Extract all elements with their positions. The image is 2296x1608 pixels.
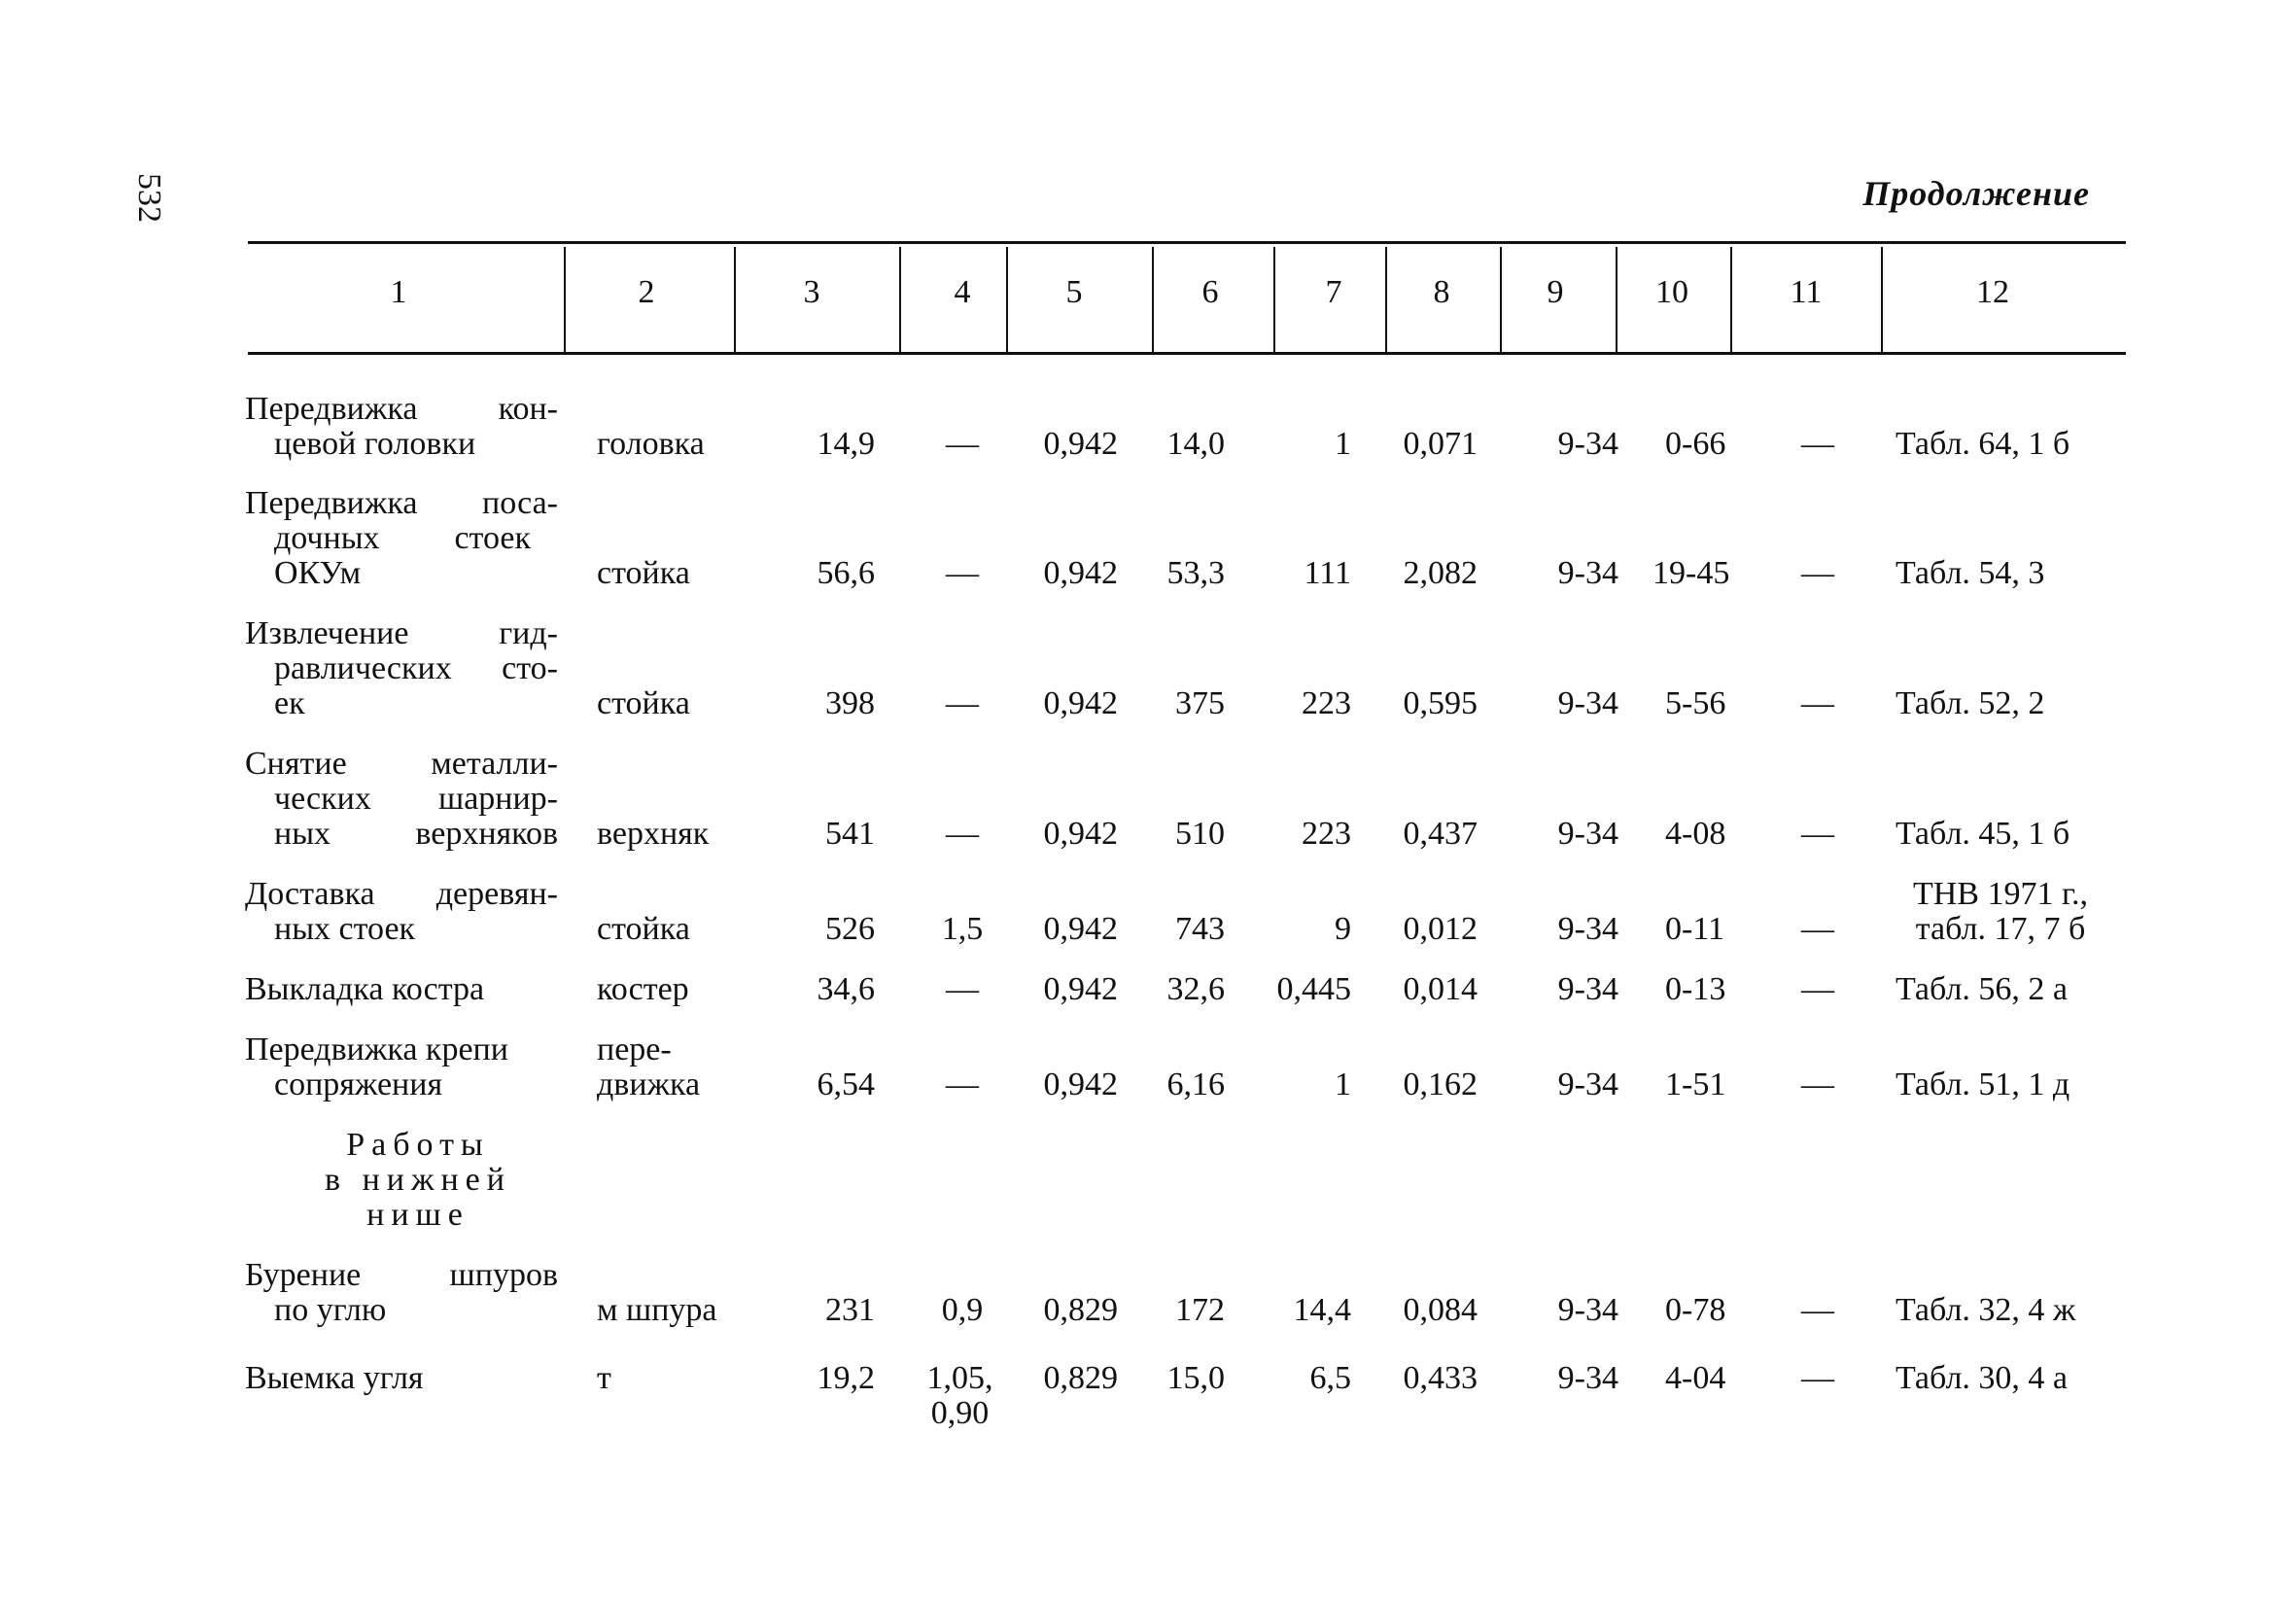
column-number: 5: [1065, 274, 1083, 310]
col-6: 32,6: [1166, 971, 1225, 1007]
col-6: 6,16: [1166, 1066, 1225, 1102]
work-name: Снятие металли- ческих шарнир- ных верхняков: [245, 746, 558, 852]
col-5: 0,942: [1043, 971, 1118, 1007]
unit: т: [597, 1360, 611, 1396]
col-12: Табл. 54, 3: [1896, 555, 2045, 591]
col-11: —: [1801, 971, 1834, 1007]
col-8: 0,071: [1403, 426, 1478, 462]
col-12: Табл. 52, 2: [1896, 685, 2045, 721]
col-5: 0,829: [1043, 1292, 1118, 1328]
continued-label: Продолжение: [1862, 174, 2090, 213]
work-name: Передвижка кон- цевой головки: [245, 391, 558, 462]
col-12: ТНВ 1971 г., табл. 17, 7 б: [1912, 876, 2089, 947]
work-name: Доставка деревян- ных стоек: [245, 876, 558, 947]
col-9: 9-34: [1557, 816, 1618, 852]
col-5: 0,829: [1043, 1360, 1118, 1396]
col-3: 14,9: [817, 426, 875, 462]
col-10: 0-11: [1665, 911, 1725, 947]
column-number: 10: [1655, 274, 1688, 310]
table-row: [0, 1360, 2296, 1431]
col-4: 1,5: [941, 911, 984, 947]
col-10: 4-08: [1665, 816, 1726, 852]
col-11: —: [1801, 816, 1834, 852]
col-4: —: [946, 555, 979, 591]
unit: пере- движка: [597, 1031, 701, 1102]
col-7: 1: [1335, 426, 1351, 462]
col-8: 0,162: [1403, 1066, 1478, 1102]
col-6: 743: [1175, 911, 1225, 947]
col-5: 0,942: [1043, 555, 1118, 591]
col-7: 223: [1302, 685, 1351, 721]
col-10: 19-45: [1652, 555, 1730, 591]
col-11: —: [1801, 1292, 1834, 1328]
col-11: —: [1801, 555, 1834, 591]
col-6: 375: [1175, 685, 1225, 721]
column-number: 2: [638, 274, 655, 310]
col-7: 14,4: [1293, 1292, 1351, 1328]
col-11: —: [1801, 911, 1834, 947]
work-name: Передвижка поса- дочных стоек ОКУм: [245, 485, 558, 591]
col-3: 541: [825, 816, 875, 852]
col-7: 111: [1304, 555, 1351, 591]
col-6: 15,0: [1166, 1360, 1225, 1396]
work-name: Извлечение гид- равлических сто- ек: [245, 615, 558, 721]
col-8: 0,014: [1403, 971, 1478, 1007]
col-7: 6,5: [1309, 1360, 1351, 1396]
col-4: —: [946, 1066, 979, 1102]
col-8: 0,595: [1403, 685, 1478, 721]
col-9: 9-34: [1557, 1360, 1618, 1396]
col-8: 0,084: [1403, 1292, 1478, 1328]
col-4: —: [946, 685, 979, 721]
col-12: Табл. 51, 1 д: [1896, 1066, 2070, 1102]
col-6: 172: [1175, 1292, 1225, 1328]
page-number: 532: [131, 173, 167, 223]
col-8: 0,012: [1403, 911, 1478, 947]
unit: м шпура: [597, 1292, 717, 1328]
column-number: 6: [1201, 274, 1219, 310]
col-5: 0,942: [1043, 685, 1118, 721]
column-number: 11: [1790, 274, 1823, 310]
col-3: 56,6: [817, 555, 875, 591]
col-5: 0,942: [1043, 911, 1118, 947]
col-11: —: [1801, 685, 1834, 721]
col-11: —: [1801, 1360, 1834, 1396]
col-5: 0,942: [1043, 816, 1118, 852]
column-number: 1: [390, 274, 407, 310]
col-12: Табл. 32, 4 ж: [1896, 1292, 2076, 1328]
col-5: 0,942: [1043, 1066, 1118, 1102]
col-12: Табл. 64, 1 б: [1896, 426, 2070, 462]
col-9: 9-34: [1557, 911, 1618, 947]
unit: костер: [597, 971, 689, 1007]
col-4: 0,9: [941, 1292, 984, 1328]
col-3: 398: [825, 685, 875, 721]
col-11: —: [1801, 1066, 1834, 1102]
col-6: 14,0: [1166, 426, 1225, 462]
col-12: Табл. 30, 4 а: [1896, 1360, 2069, 1396]
col-8: 2,082: [1403, 555, 1478, 591]
col-10: 4-04: [1665, 1360, 1726, 1396]
col-4: —: [946, 426, 979, 462]
col-7: 9: [1335, 911, 1351, 947]
col-9: 9-34: [1557, 971, 1618, 1007]
column-number: 9: [1547, 274, 1564, 310]
col-3: 231: [825, 1292, 875, 1328]
col-11: —: [1801, 426, 1834, 462]
col-9: 9-34: [1557, 1066, 1618, 1102]
col-7: 1: [1335, 1066, 1351, 1102]
column-number: 12: [1976, 274, 2009, 310]
col-10: 1-51: [1665, 1066, 1726, 1102]
col-12: Табл. 45, 1 б: [1896, 816, 2070, 852]
col-9: 9-34: [1557, 685, 1618, 721]
col-9: 9-34: [1557, 426, 1618, 462]
col-7: 223: [1302, 816, 1351, 852]
col-10: 0-13: [1665, 971, 1726, 1007]
col-9: 9-34: [1557, 555, 1618, 591]
col-10: 5-56: [1665, 685, 1726, 721]
col-7: 0,445: [1276, 971, 1351, 1007]
col-3: 6,54: [817, 1066, 875, 1102]
col-3: 526: [825, 911, 875, 947]
col-4: —: [946, 816, 979, 852]
col-10: 0-78: [1665, 1292, 1726, 1328]
col-6: 510: [1175, 816, 1225, 852]
unit: верхняк: [597, 816, 710, 852]
col-4: 1,05, 0,90: [926, 1360, 993, 1431]
unit: стойка: [597, 555, 690, 591]
column-number: 7: [1325, 274, 1342, 310]
unit: стойка: [597, 685, 690, 721]
column-number: 8: [1433, 274, 1450, 310]
col-6: 53,3: [1166, 555, 1225, 591]
column-number: 4: [954, 274, 971, 310]
col-8: 0,437: [1403, 816, 1478, 852]
col-8: 0,433: [1403, 1360, 1478, 1396]
unit: стойка: [597, 911, 690, 947]
work-name: Выкладка костра: [245, 971, 485, 1007]
section-heading: Работы в нижней нише: [325, 1127, 511, 1233]
column-number: 3: [803, 274, 820, 310]
work-name: Выемка угля: [245, 1360, 424, 1396]
col-3: 19,2: [817, 1360, 875, 1396]
col-4: —: [946, 971, 979, 1007]
col-5: 0,942: [1043, 426, 1118, 462]
col-10: 0-66: [1665, 426, 1726, 462]
col-3: 34,6: [817, 971, 875, 1007]
work-name: Бурение шпуров по углю: [245, 1257, 558, 1328]
work-name: Передвижка крепи сопряжения: [245, 1031, 508, 1102]
unit: головка: [597, 426, 705, 462]
col-12: Табл. 56, 2 а: [1896, 971, 2069, 1007]
col-9: 9-34: [1557, 1292, 1618, 1328]
